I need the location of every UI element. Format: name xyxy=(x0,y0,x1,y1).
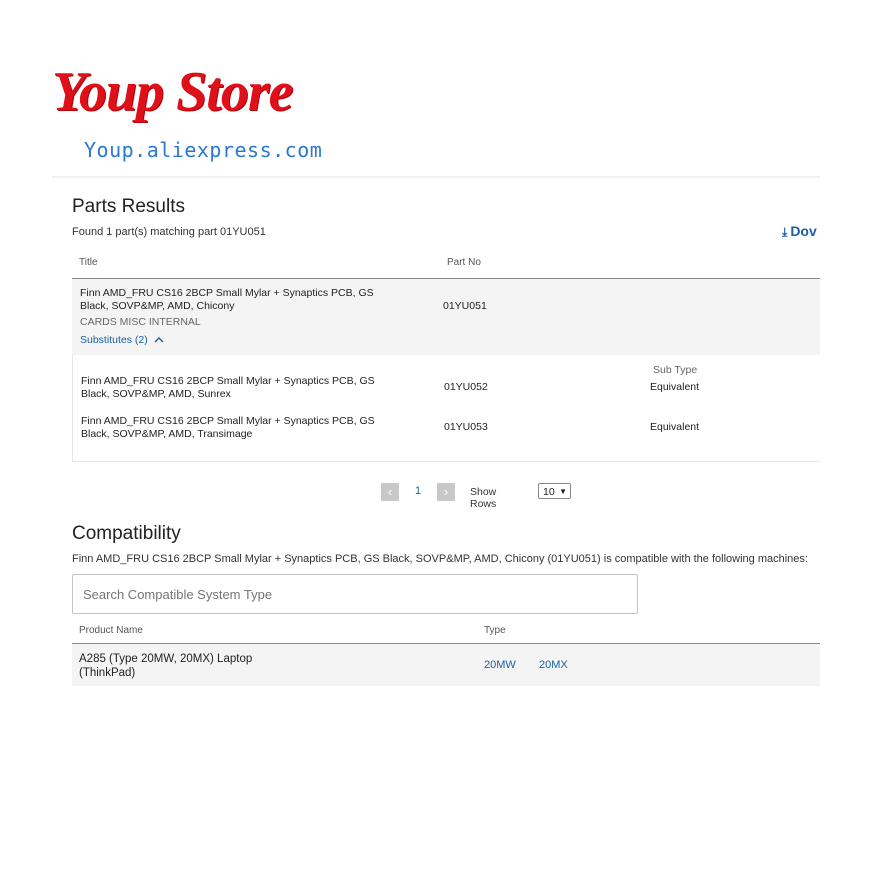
caret-down-icon: ▼ xyxy=(559,487,567,496)
store-url-text: Youp.aliexpress.com xyxy=(84,138,323,162)
chevron-right-icon: › xyxy=(443,484,449,499)
substitute-part-number: 01YU053 xyxy=(444,421,488,433)
parts-table xyxy=(72,250,820,462)
column-header-title[interactable]: Title xyxy=(79,257,98,268)
type-link[interactable]: 20MW xyxy=(484,659,516,671)
substitute-title xyxy=(81,375,375,401)
part-number: 01YU051 xyxy=(443,300,487,312)
substitutes-label: Substitutes (2) xyxy=(80,334,148,346)
product-name-line: (ThinkPad) xyxy=(79,667,136,679)
part-title-line: Finn AMD_FRU CS16 2BCP Small Mylar + Synaptics PCB, GS xyxy=(80,287,374,299)
column-header-sub-type: Sub Type xyxy=(653,364,698,376)
part-category: CARDS MISC INTERNAL xyxy=(80,316,201,328)
youp-store-logo: Youp Store xyxy=(52,61,293,123)
product-name xyxy=(79,652,252,680)
compatibility-description: Finn AMD_FRU CS16 2BCP Small Mylar + Synaptics PCB, GS Black, SOVP&MP, AMD, Chicony (01YU051) is compatible with the following machines: xyxy=(72,553,808,565)
rows-per-page-value: 10 xyxy=(543,486,555,498)
substitute-sub-type: Equivalent xyxy=(650,421,700,433)
parts-table-header xyxy=(72,250,820,279)
column-header-part-no[interactable]: Part No xyxy=(447,257,481,268)
header-divider xyxy=(52,176,820,178)
next-page-button[interactable] xyxy=(437,483,455,501)
substitute-part-number: 01YU052 xyxy=(444,381,488,393)
column-header-product-name[interactable]: Product Name xyxy=(79,625,143,636)
page-number[interactable]: 1 xyxy=(415,485,422,497)
parts-found-text: Found 1 part(s) matching part 01YU051 xyxy=(72,226,266,238)
substitute-title-line: Finn AMD_FRU CS16 2BCP Small Mylar + Synaptics PCB, GS xyxy=(81,375,375,387)
substitute-title xyxy=(81,415,375,441)
substitutes-toggle[interactable] xyxy=(80,334,164,347)
rows-per-page-select[interactable] xyxy=(538,483,571,499)
product-name-line: A285 (Type 20MW, 20MX) Laptop xyxy=(79,653,253,665)
compatible-system-search-input[interactable] xyxy=(72,574,638,614)
prev-page-button[interactable] xyxy=(381,483,399,501)
compatibility-table xyxy=(72,620,820,686)
chevron-up-icon xyxy=(154,336,164,343)
part-title xyxy=(80,287,374,313)
table-row xyxy=(72,279,820,355)
download-label: Dov xyxy=(790,223,817,239)
parts-results-title: Parts Results xyxy=(72,196,185,217)
substitute-sub-type: Equivalent xyxy=(650,381,700,393)
substitute-title-line: Black, SOVP&MP, AMD, Sunrex xyxy=(81,388,231,400)
download-link[interactable] xyxy=(782,223,822,240)
column-header-type[interactable]: Type xyxy=(484,625,506,636)
substitute-title-line: Finn AMD_FRU CS16 2BCP Small Mylar + Synaptics PCB, GS xyxy=(81,415,375,427)
chevron-left-icon: ‹ xyxy=(387,484,393,499)
table-row xyxy=(72,644,820,686)
type-link[interactable]: 20MX xyxy=(539,659,568,671)
part-title-line: Black, SOVP&MP, AMD, Chicony xyxy=(80,300,235,312)
show-rows-label: Show Rows xyxy=(470,486,497,510)
substitutes-list xyxy=(72,355,820,462)
download-icon: ⤓ xyxy=(782,225,788,239)
compatibility-table-header xyxy=(72,620,820,644)
compatibility-title: Compatibility xyxy=(72,523,181,544)
substitute-title-line: Black, SOVP&MP, AMD, Transimage xyxy=(81,428,253,440)
